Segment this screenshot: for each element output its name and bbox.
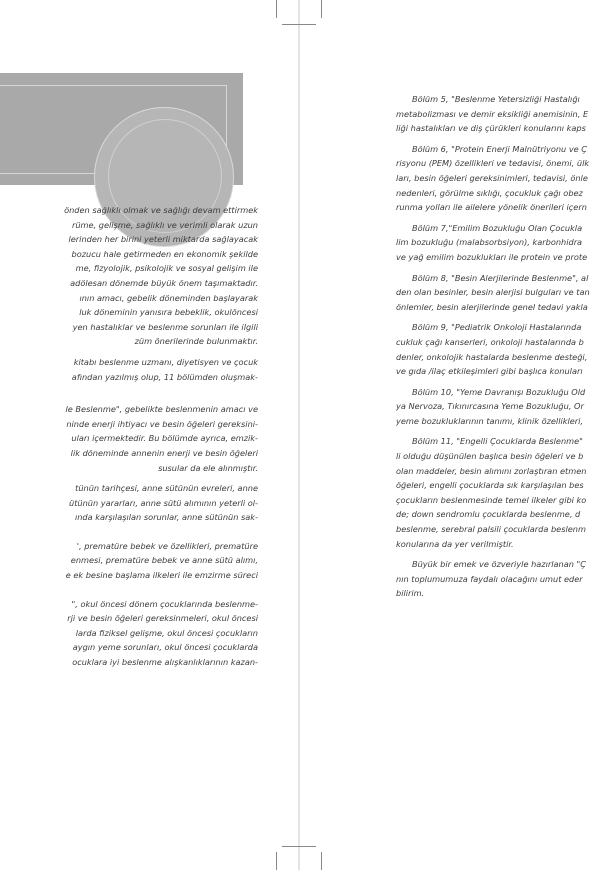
text-line: bilirim. [396, 588, 425, 599]
text-line: ', prematüre bebek ve özellikleri, prematüre [76, 540, 258, 551]
text-line: le Beslenme", gebelikte beslenmenin amacı ve [65, 404, 258, 415]
paragraph [396, 142, 590, 215]
text-line: Bölüm 10, "Yeme Davranışı Bozukluğu Old [412, 386, 586, 397]
text-line: önden sağlıklı olmak ve sağlığı devam ettirmek [64, 205, 258, 215]
right-page-text [396, 92, 590, 607]
text-line: lerinden her birini yeterli miktarda sağlayacak [68, 234, 258, 245]
text-line: çocukların beslenmesinde temel ilkeler gibi ko [396, 494, 587, 505]
text-line: ninde enerji ihtiyacı ve besin öğeleri gereksini- [66, 418, 258, 429]
decorative-banner [0, 73, 243, 185]
crop-mark-bottom [276, 852, 277, 870]
text-line: Bölüm 11, "Engelli Çocuklarda Beslenme" [412, 436, 583, 447]
text-line: aygın yeme sorunları, okul öncesi çocuklarda [72, 642, 258, 653]
text-line: öğeleri, engelli çocuklarda sık karşılaşılan bes [396, 480, 584, 491]
text-line: lik döneminde annenin enerji ve besin öğeleri [70, 447, 258, 458]
paragraph [396, 557, 590, 601]
text-line: ütünün yararları, anne sütü alımının yeterli ol- [69, 497, 258, 508]
text-line: Bölüm 6, "Protein Enerji Malnütriyonu ve Ç [412, 143, 588, 154]
paragraph [396, 385, 590, 429]
crop-mark-top [276, 0, 277, 18]
text-line: Bölüm 5, "Beslenme Yetersizliği Hastalığı [412, 94, 580, 104]
text-line: Bölüm 7,"Emilim Bozukluğu Olan Çocukla [412, 222, 583, 233]
text-line: ve yağ emilim bozuklukları ile protein ve prote [396, 251, 588, 262]
text-line: züm önerilerinde bulunmaktır. [134, 336, 258, 347]
text-line: luk döneminin yanısıra bebeklik, okulöncesi [79, 307, 258, 318]
paragraph [64, 481, 258, 525]
text-line: uları içermektedir. Bu bölümde ayrıca, emzik- [71, 433, 258, 444]
text-line: lim bozukluğu (malabsorbsiyon), karbonhidra [396, 237, 583, 248]
paragraph [64, 402, 258, 475]
text-line: yen hastalıklar ve beslenme sorunları ile ilgili [72, 321, 258, 332]
text-line: ının amacı, gebelik döneminden başlayarak [79, 292, 258, 303]
text-line: nın toplumumuza faydalı olacağını umut eder [396, 573, 583, 584]
paragraph [396, 434, 590, 551]
text-line: ocuklara iyi beslenme alışkanlıklarının kazan- [72, 657, 258, 668]
text-line: den olan besinler, besin alerjisi bulguları ve tan [396, 287, 590, 298]
text-line: konularına da yer verilmiştir. [396, 538, 514, 549]
text-line: risyonu (PEM) özellikleri ve tedavisi, önemi, ülk [396, 158, 590, 169]
text-line: Bölüm 8, "Besin Alerjilerinde Beslenme", al [412, 272, 589, 283]
text-line: denler, onkolojik hastalarda beslenme desteği, [396, 351, 588, 362]
text-line: rüme, gelişme, sağlıklı ve verimli olarak uzun [72, 219, 258, 230]
text-line: me, fizyolojik, psikolojik ve sosyal gelişim ile [75, 263, 258, 274]
text-line: kitabı beslenme uzmanı, diyetisyen ve çocuk [73, 356, 258, 367]
text-line: olan maddeler, besin alımını zorlaştıran etmen [396, 465, 587, 476]
right-page [300, 0, 600, 870]
text-line: susular da ele alınmıştır. [158, 462, 258, 473]
text-line: yeme bozukluklarının tanımı, klinik özellikleri, [396, 415, 584, 426]
text-line: nedenleri, görülme sıklığı, çocukluk çağı obez [396, 187, 583, 198]
paragraph [396, 221, 590, 265]
paragraph [396, 271, 590, 315]
paragraph [64, 597, 258, 670]
text-line: ", okul öncesi dönem çocuklarında beslenme- [71, 598, 258, 609]
text-line: enmesi, prematüre bebek ve anne sütü alımı, [70, 555, 258, 566]
text-line: cukluk çağı kanserleri, onkoloji hastalarında b [396, 336, 584, 347]
text-line: ve gıda /ilaç etkileşimleri gibi başlıca konuları [396, 366, 583, 377]
text-line: e ek besine başlama ilkeleri ile emzirme süreci [65, 570, 258, 581]
text-line: metabolizması ve demir eksikliği anemisinin, E [396, 108, 589, 119]
text-line: ya Nervoza, Tıkınırcasına Yeme Bozukluğu, Or [396, 401, 584, 412]
text-line: rji ve besin öğeleri gereksinmeleri, okul öncesi [67, 613, 258, 624]
paragraph [64, 203, 258, 349]
text-line: Bölüm 9, "Pediatrik Onkoloji Hastalarında [412, 322, 582, 333]
paragraph [396, 320, 590, 378]
left-page-text [64, 203, 258, 676]
text-line: ında karşılaşılan sorunlar, anne sütünün sak- [74, 512, 258, 523]
text-line: li olduğu düşünülen başlıca besin öğeleri ve b [396, 451, 584, 462]
text-line: önlemler, besin alerjilerinde genel tedavi yakla [396, 301, 588, 312]
text-line: adölesan dönemde büyük önem taşımaktadır. [70, 277, 258, 288]
paragraph [64, 355, 258, 384]
text-line: larda fiziksel gelişme, okul öncesi çocukların [75, 627, 258, 638]
text-line: de; down sendromlu çocuklarda beslenme, d [396, 509, 581, 520]
text-line: liği hastalıkları ve diş çürükleri konularını kaps [396, 123, 586, 134]
paragraph [64, 539, 258, 583]
text-line: ları, besin öğeleri gereksinimleri, tedavisi, önle [396, 172, 588, 183]
text-line: beslenme, serebral palsili çocuklarda beslenm [396, 524, 586, 535]
paragraph [396, 92, 590, 136]
text-line: runma yolları ile ailelere yönelik önerileri içern [396, 202, 587, 213]
text-line: afından yazılmış olup, 11 bölümden oluşmak- [71, 371, 258, 382]
text-line: tünün tarihçesi, anne sütünün evreleri, anne [75, 483, 258, 494]
text-line: Büyük bir emek ve özveriyle hazırlanan "Ç [412, 559, 587, 570]
left-page [0, 0, 272, 870]
text-line: bozucu hale getirmeden en ekonomik şekilde [71, 248, 258, 259]
